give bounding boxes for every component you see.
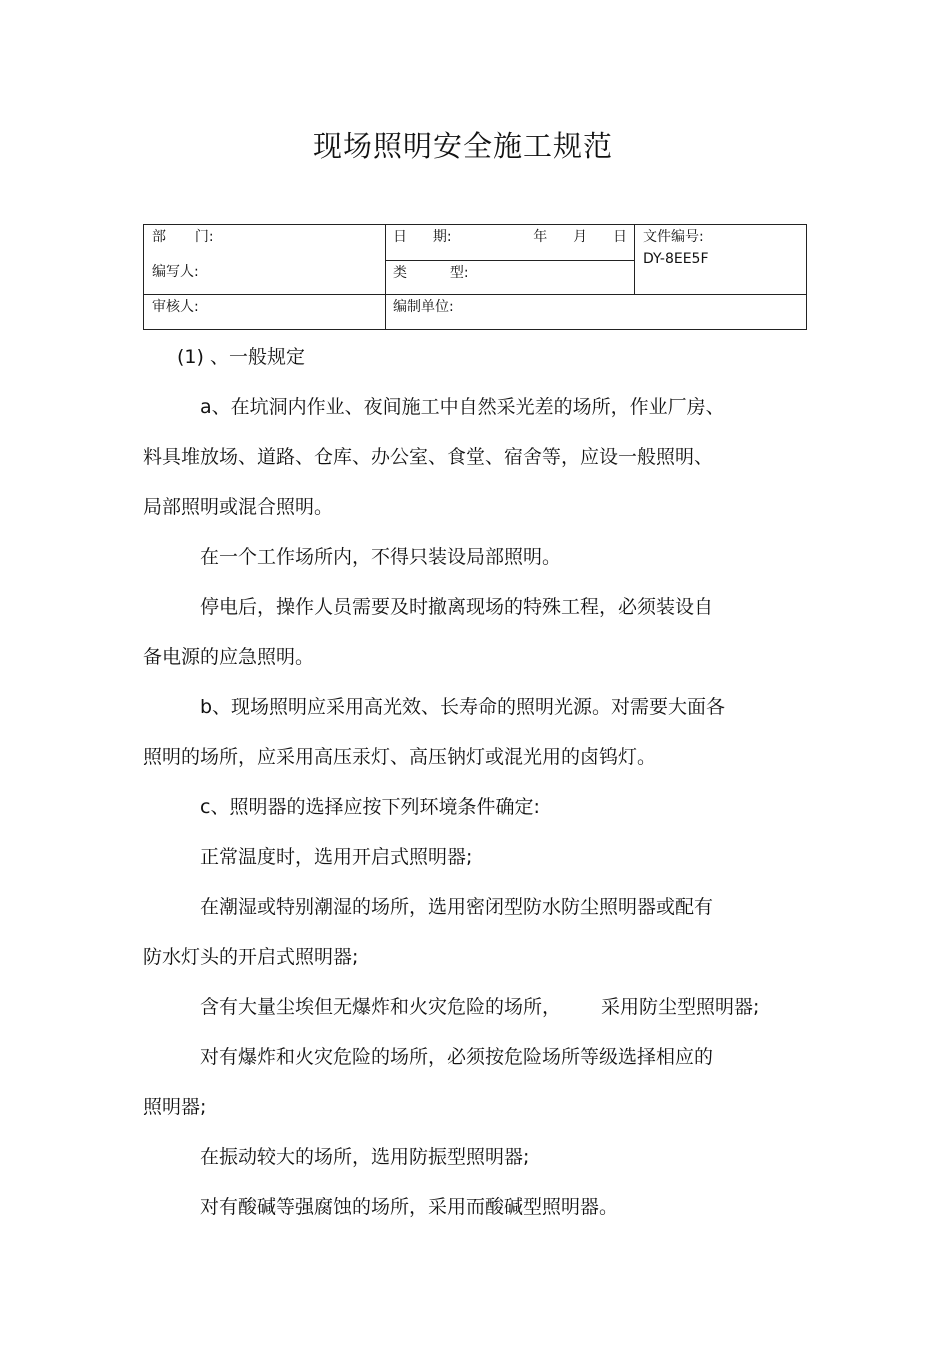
reviewer-label: 审核人: xyxy=(152,299,199,315)
section-heading: (1) 、一般规定 xyxy=(177,346,305,368)
paragraph-line: c、照明器的选择应按下列环境条件确定: xyxy=(200,796,540,818)
paragraph-line: 照明的场所，应采用高压汞灯、高压钠灯或混光用的卤钨灯。 xyxy=(143,746,657,768)
paragraph-line: 在潮湿或特别潮湿的场所，选用密闭型防水防尘照明器或配有 xyxy=(200,896,714,918)
docno-cell xyxy=(635,225,807,271)
document-info-table xyxy=(143,224,807,330)
type-label-suffix: 型: xyxy=(449,265,469,281)
date-label-suffix: 期: xyxy=(432,229,452,245)
document-title: 现场照明安全施工规范 xyxy=(312,129,613,163)
paragraph-line: 对有爆炸和火灾危险的场所，必须按危险场所等级选择相应的 xyxy=(200,1046,714,1068)
type-cell xyxy=(385,261,635,285)
paragraph-line: 备电源的应急照明。 xyxy=(143,646,315,668)
dept-label-suffix: 门: xyxy=(194,229,214,245)
dept-label: 部 xyxy=(152,229,166,245)
dept-cell xyxy=(144,225,385,249)
author-label: 编写人: xyxy=(152,264,199,280)
paragraph-line: 在振动较大的场所，选用防振型照明器; xyxy=(200,1146,530,1168)
paragraph-line: 防水灯头的开启式照明器; xyxy=(143,946,359,968)
reviewer-cell xyxy=(144,295,385,319)
org-label: 编制单位: xyxy=(393,299,454,315)
docno-label: 文件编号: xyxy=(643,229,704,245)
document-body xyxy=(143,332,808,1232)
author-cell xyxy=(144,260,385,284)
paragraph-line: a、在坑洞内作业、夜间施工中自然采光差的场所，作业厂房、 xyxy=(200,396,725,418)
paragraph-line: 在一个工作场所内，不得只装设局部照明。 xyxy=(200,546,562,568)
paragraph-line: 停电后，操作人员需要及时撤离现场的特殊工程，必须装设自 xyxy=(200,596,714,618)
date-year-label: 年 xyxy=(533,229,548,245)
paragraph-line: 正常温度时，选用开启式照明器; xyxy=(200,846,473,868)
paragraph-line: 料具堆放场、道路、仓库、办公室、食堂、宿舍等，应设一般照明、 xyxy=(143,446,714,468)
org-cell xyxy=(385,295,807,319)
date-day-label: 日 xyxy=(612,229,627,245)
paragraph-fragment: 含有大量尘埃但无爆炸和火灾危险的场所， xyxy=(200,996,562,1018)
paragraph-line: 对有酸碱等强腐蚀的场所，采用而酸碱型照明器。 xyxy=(200,1196,619,1218)
date-month-label: 月 xyxy=(573,229,588,245)
paragraph-line: 照明器; xyxy=(143,1096,207,1118)
paragraph-line xyxy=(143,982,808,1032)
paragraph-line: 局部照明或混合照明。 xyxy=(143,496,334,518)
date-label: 日 xyxy=(393,229,407,245)
paragraph-fragment: 采用防尘型照明器; xyxy=(601,996,760,1018)
type-label: 类 xyxy=(393,265,407,281)
date-cell xyxy=(385,225,635,249)
docno-value: DY-8EE5F xyxy=(643,251,709,267)
paragraph-line: b、现场照明应采用高光效、长寿命的照明光源。对需要大面各 xyxy=(200,696,726,718)
